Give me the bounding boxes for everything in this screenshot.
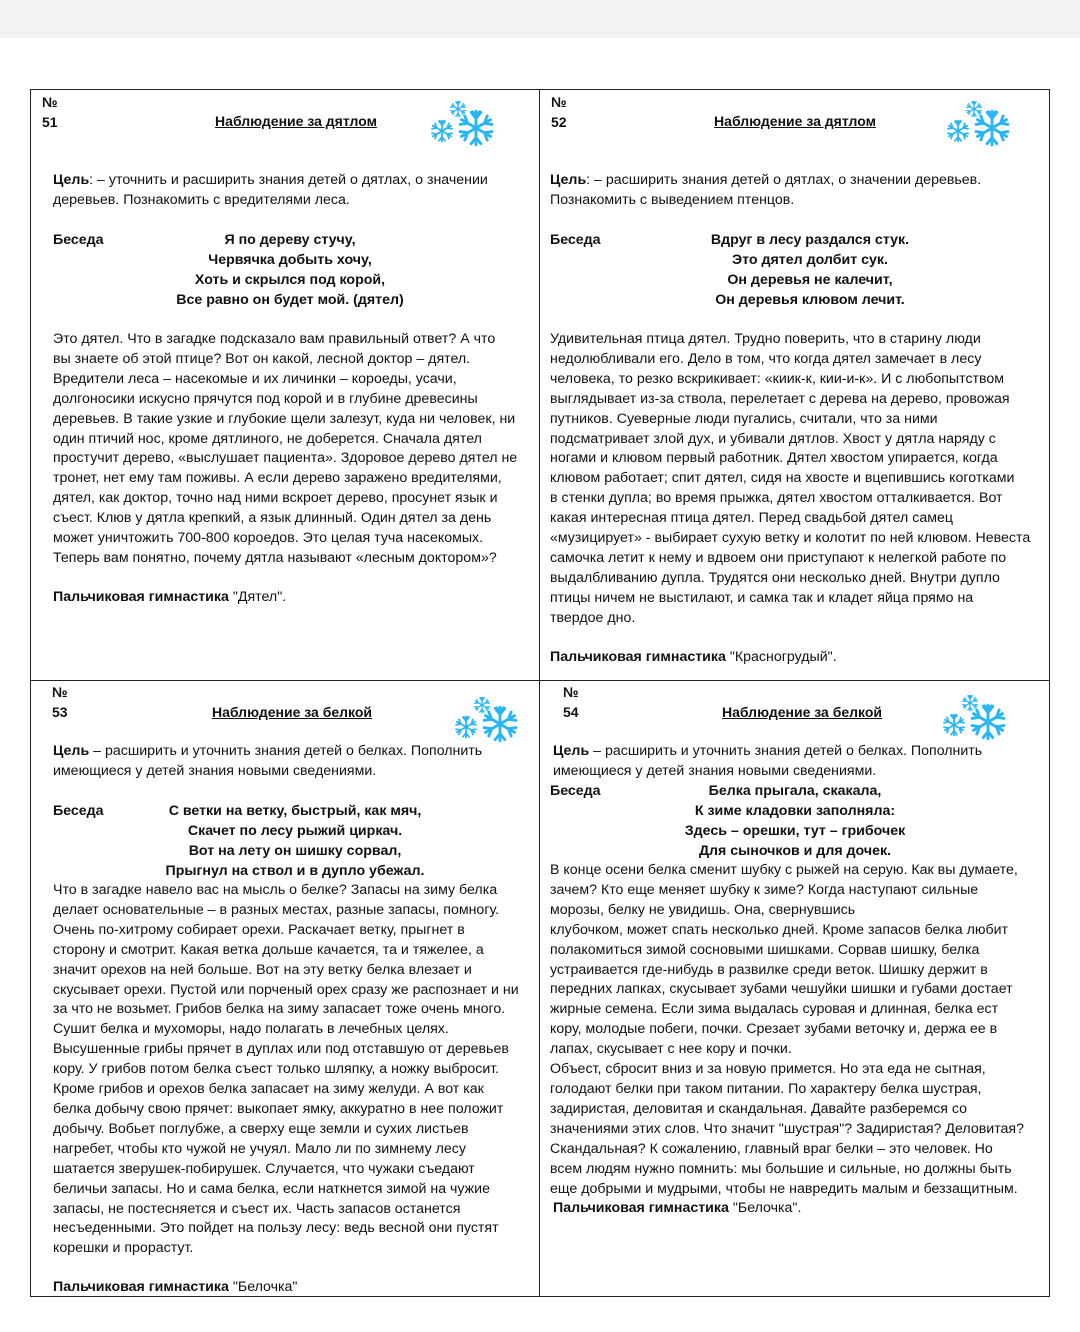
talk-label: Беседа bbox=[53, 803, 104, 819]
card-goal bbox=[553, 742, 1043, 782]
goal-text: – расширить и уточнить знания детей о белках. Пополнить имеющиеся у детей знания новыми сведениями. bbox=[53, 743, 483, 779]
snowflake-icon bbox=[944, 96, 1022, 154]
gym-label: Пальчиковая гимнастика bbox=[550, 649, 726, 665]
card-number: № 53 bbox=[52, 684, 68, 720]
card-goal bbox=[550, 171, 1042, 211]
talk-label: Беседа bbox=[53, 232, 104, 248]
gym-text: "Белочка" bbox=[228, 1279, 298, 1295]
goal-label: Цель bbox=[53, 172, 90, 188]
snowflake-icon bbox=[940, 690, 1018, 748]
riddle: Белка прыгала, скакала, К зиме кладовки заполняла: Здесь – орешки, тут – грибочек Для сыночков и для дочек. bbox=[684, 783, 906, 859]
snowflake-icon bbox=[428, 96, 506, 154]
card-number: № 51 bbox=[42, 94, 58, 130]
goal-label: Цель bbox=[53, 743, 90, 759]
goal-text: – расширить и уточнить знания детей о белках. Пополнить имеющиеся у детей знания новыми сведениями. bbox=[553, 743, 983, 779]
riddle: С ветки на ветку, быстрый, как мяч, Скачет по лесу рыжий циркач. Вот на лету он шишку сорвал, Прыгнул на ствол и в дупло убежал. bbox=[165, 803, 425, 879]
talk-label: Беседа bbox=[550, 783, 601, 799]
talk-label: Беседа bbox=[550, 232, 601, 248]
gym-text: "Дятел". bbox=[228, 589, 287, 605]
card-number: № 54 bbox=[563, 684, 579, 720]
goal-text: : – уточнить и расширить знания детей о дятлах, о значении деревьев. Познакомить с вредителями леса. bbox=[53, 172, 488, 208]
riddle: Вдруг в лесу раздался стук. Это дятел долбит сук. Он деревья не калечит, Он деревья клювом лечит. bbox=[710, 232, 910, 308]
grid-divider-vertical bbox=[539, 89, 540, 1297]
goal-label: Цель bbox=[553, 743, 590, 759]
card-title: Наблюдение за белкой bbox=[721, 704, 883, 720]
card-body: Удивительная птица дятел. Трудно поверить, что в старину люди недолюбливали его. Дело в том, что когда дятел замечает в лесу человека, то резко вскрикивает: «киик-к, кии-и-к». И с любопытством выглядывает из-за ствола, перелетает с дерева на дерево, провожая путников. Суеверные люди пугались, считали, что за ними подсматривает злой дух, и убивали дятлов. Хвост у дятла наряду с ногами и клювом первый работник. Дятел хвостом упирается, когда клювом работает; спит дятел, сидя на хвосте и вцепившись коготками в стенки дупла; во время прыжка, дятел хвостом отталкивается. Вот какая интересная птица дятел. Перед свадьбой дятел самец «музицирует» - выбирает сухую ветку и колотит по ней клювом. Невеста самочка летит к нему и вдвоем они приступают к нелегкой работе по выдалбливанию дупла. Трудятся они несколько дней. Внутри дупло птицы ничем не выстилают, и самка так и кладет яйца прямо на твердое дно. bbox=[550, 331, 1031, 626]
finger-gym bbox=[53, 1278, 533, 1298]
top-toolbar bbox=[0, 0, 1080, 38]
finger-gym bbox=[553, 1199, 1043, 1219]
finger-gym bbox=[53, 588, 533, 608]
gym-label: Пальчиковая гимнастика bbox=[53, 1279, 229, 1295]
card-goal bbox=[53, 171, 533, 211]
goal-label: Цель bbox=[550, 172, 587, 188]
card-body: Что в загадке навело вас на мысль о белке? Запасы на зиму белка делает основательные – в разных местах, разные запасы, помногу. Очень по-хитрому собирает орехи. Раскачает ветку, прыгнет в сторону и смотрит. Какая ветка дольше качается, та и тяжелее, а значит орехов на ней больше. Вот на эту ветку белка влезает и скусывает орехи. Пустой или порченый орех сразу же распознает и ни за что не возьмет. Грибов белка на зиму запасает тоже очень много. Сушит белка и мухоморы, надо полагать в лечебных целях. Высушенные грибы прячет в дуплах или под отставшую от деревьев кору. У грибов потом белка съест только шляпку, а ножку выбросит. Кроме грибов и орехов белка запасает на зиму желуди. А вот как белка добычу свою прячет: выкопает ямку, аккуратно в нее положит добычу. Вобьет поглубже, а сверху еще земли и сухих листьев нагребет, чтобы кто чужой не учуял. Мало ли по зимнему лесу шатается зверушек-побирушек. Случается, что чужаки съедают беличьи запасы. Но и сама белка, если наткнется зимой на чужие запасы, не постесняется и съест их. Часть запасов останется несъеденными. Это пойдет на пользу лесу: ведь весной они пустят корешки и прорастут. bbox=[53, 882, 519, 1257]
riddle: Я по дереву стучу, Червячка добыть хочу, Хоть и скрылся под корой, Все равно он будет мой. (дятел) bbox=[176, 232, 404, 308]
card-title: Наблюдение за дятлом bbox=[714, 113, 876, 129]
card-title: Наблюдение за дятлом bbox=[215, 113, 377, 129]
card-body: Это дятел. Что в загадке подсказало вам правильный ответ? А что вы знаете об этой птице? Вот он какой, лесной доктор – дятел. Вредители леса – насекомые и их личинки – короеды, усачи, долгоносики искусно прячутся под корой и в глубине древесины деревьев. В такие узкие и глубокие щели залезут, куда ни человек, ни один птичий нос, кроме дятлиного, не доберется. Сначала дятел простучит дерево, «выслушает пациента». Здоровое дерево дятел не тронет, нет ему там поживы. А если дерево заражено вредителями, дятел, как доктор, точно над ними вскроет дерево, просунет язык и съест. Клюв у дятла крепкий, а язык длинный. Один дятел за день может уничтожить 700-800 короедов. Это целая туча насекомых. Теперь вам понятно, почему дятла называют «лесным доктором»? bbox=[53, 331, 518, 566]
card-body: В конце осени белка сменит шубку с рыжей на серую. Как вы думаете, зачем? Кто еще меняет шубку к зиме? Когда наступают сильные морозы, белку не увидишь. Она, свернувшись клубочком, может спать несколько дней. Кроме запасов белка любит полакомиться зимой сосновыми шишками. Сорвав шишку, белка устраивается где-нибудь в развилке среди веток. Шишку держит в передних лапках, скусывает зубами чешуйки шишки и губами достает жирные семена. Если зима выдалась суровая и длинная, белка ест кору, молодые побеги, почки. Срезает зубами веточку и, держа ее в лапах, скусывает с нее кору и почки. Объест, сбросит вниз и за новую примется. Но эта еда не сытная, голодают белки при таком питании. По характеру белка шустрая, задиристая, деловитая и скандальная. Давайте разберемся со значениями этих слов. Что значит "шустрая"? Задиристая? Деловитая? Скандальная? К сожалению, главный враг белки – это человек. Но всем людям нужно помнить: мы большие и сильные, но должны быть еще добрыми и мудрыми, чтобы не навредить малым и беззащитным. bbox=[550, 862, 1025, 1197]
gym-label: Пальчиковая гимнастика bbox=[553, 1200, 729, 1216]
card-number: № 52 bbox=[551, 94, 567, 130]
gym-label: Пальчиковая гимнастика bbox=[53, 589, 229, 605]
card-title: Наблюдение за белкой bbox=[211, 704, 373, 720]
gym-text: "Красногрудый". bbox=[725, 649, 837, 665]
finger-gym bbox=[550, 648, 1042, 668]
card-goal bbox=[53, 742, 533, 782]
goal-text: : – расширить знания детей о дятлах, о значении деревьев. Познакомить с выведением птенцов. bbox=[550, 172, 982, 208]
gym-text: "Белочка". bbox=[728, 1200, 802, 1216]
grid-divider-horizontal bbox=[30, 680, 1050, 681]
